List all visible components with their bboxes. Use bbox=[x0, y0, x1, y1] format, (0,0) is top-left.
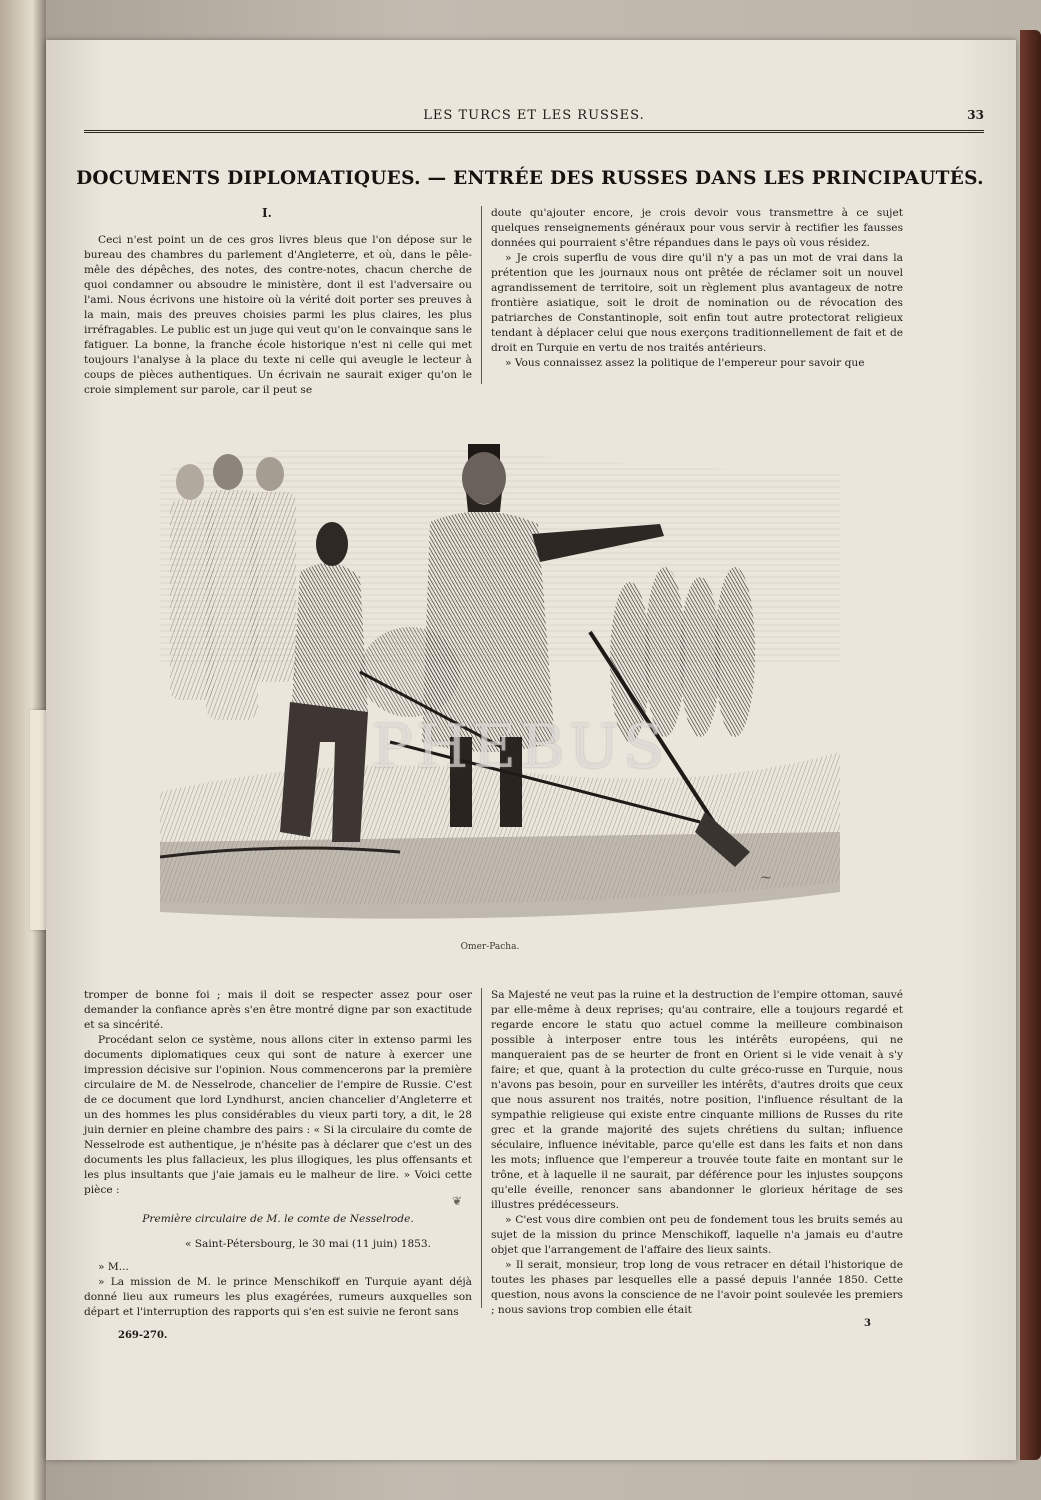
section-number: I. bbox=[262, 206, 272, 220]
paragraph: Procédant selon ce système, nous allons citer in extenso parmi les documents diplomatiques ceux qui sont de nature à exercer une impression décisive sur l'opinion. Nous commencerons par la première circulaire de M. de Nesselrode, chancelier de l'empire de Russie. C'est de ce document que lord Lyndhurst, ancien chancelier d'Angleterre et un des hommes les plus considérables du vieux parti tory, a dit, le 28 juin dernier en pleine chambre des pairs : « Si la circulaire du comte de Nesselrode est authentique, je n'hésite pas à déclarer que c'est un des documents les plus fallacieux, les plus illogiques, les plus offensants et les plus insultants que j'aie jamais eu le malheur de lire. » Voici cette pièce : bbox=[84, 1034, 472, 1196]
paragraph: Ceci n'est point un de ces gros livres bleus que l'on dépose sur le bureau des chambres du parlement d'Angleterre, et où, dans le pêle-mêle des dépêches, des notes, des contre-notes, chacun cherche de quoi condamner ou absoudre le ministère, dont il est l'adversaire ou l'ami. Nous écrivons une histoire où la vérité doit porter ses preuves à la main, mais des preuves choisies parmi les plus claires, les plus irréfragables. Le public est un juge qui veut qu'on le convainque sans le fatiguer. La bonne, la franche école historique n'est ni celle qui met toujours l'analyse à la place du texte ni celle qui aveugle le lecteur à coups de pièces authentiques. Un écrivain ne saurait exiger qu'on le croie simplement sur parole, car il peut se bbox=[84, 234, 472, 396]
paragraph: doute qu'ajouter encore, je crois devoir vous transmettre à ce sujet quelques renseignements généraux pour vous servir à rectifier les fausses données qui pourraient s'être répandues dans le pays où vous résidez. bbox=[491, 207, 903, 249]
column-divider bbox=[481, 206, 482, 384]
bottom-left-column bbox=[84, 988, 472, 1320]
document-heading: Première circulaire de M. le comte de Nesselrode. bbox=[142, 1213, 414, 1225]
svg-text:~: ~ bbox=[760, 870, 772, 886]
engraving-image bbox=[160, 412, 840, 922]
article-title: DOCUMENTS DIPLOMATIQUES. — ENTRÉE DES RUSSES DANS LES PRINCIPAUTÉS. bbox=[76, 168, 984, 189]
running-head bbox=[84, 104, 984, 133]
dateline: « Saint-Pétersbourg, le 30 mai (11 juin) 1853. bbox=[184, 1238, 432, 1250]
paragraph: » Il serait, monsieur, trop long de vous retracer en détail l'historique de toutes les phases par lesquelles elle a passé depuis l'année 1850. Cette question, nous avons la conscience de ne l'avoir point soulevée les premiers ; nous savions trop combien elle était bbox=[491, 1259, 903, 1316]
paragraph: » Vous connaissez assez la politique de l'empereur pour savoir que bbox=[505, 357, 865, 369]
page-number: 33 bbox=[967, 108, 984, 122]
engraving-omer-pacha bbox=[160, 412, 840, 922]
book-cover-edge bbox=[1020, 30, 1041, 1460]
salutation: » M... bbox=[98, 1261, 129, 1273]
signature-number: 3 bbox=[864, 1318, 871, 1329]
bottom-right-column bbox=[491, 988, 903, 1318]
folio: 269-270. bbox=[118, 1330, 168, 1341]
running-title: LES TURCS ET LES RUSSES. bbox=[423, 108, 645, 123]
paragraph: » Je crois superflu de vous dire qu'il n'y a pas un mot de vrai dans la prétention que les journaux nous ont prêtée de réclamer soit un nouvel agrandissement de territoire, soit un règlement plus avantageux de notre frontière asiatique, soit le droit de nomination ou de révocation des patriarches de Constantinople, soit enfin tout autre protectorat religieux tendant à déplacer celui que nous exerçons traditionnellement de fait et de droit en Turquie en vertu de nos traités antérieurs. bbox=[491, 252, 903, 354]
soldiers-group bbox=[170, 454, 296, 720]
paragraph: » C'est vous dire combien ont peu de fondement tous les bruits semés au sujet de la mission du prince Menschikoff, laquelle n'a jamais eu d'autre objet que l'arrangement de l'affaire des lieux saints. bbox=[491, 1214, 903, 1256]
column-divider bbox=[481, 988, 482, 1308]
paragraph: tromper de bonne foi ; mais il doit se respecter assez pour oser demander la confiance après s'en être montré digne par son exactitude et sa sincérité. bbox=[84, 989, 472, 1031]
paragraph: » La mission de M. le prince Menschikoff en Turquie ayant déjà donné lieu aux rumeurs les plus exagérées, rumeurs auxquelles son départ et l'interruption des rapports qui s'en est suivie ne feront sans bbox=[84, 1276, 472, 1318]
top-left-column bbox=[84, 206, 472, 398]
paragraph: Sa Majesté ne veut pas la ruine et la destruction de l'empire ottoman, sauvé par elle-même à deux reprises; qu'au contraire, elle a toujours regardé et regarde encore le statu quo actuel comme la meilleure combinaison possible à interposer entre tous les intérêts européens, qui ne manqueraient pas de se heurter de front en Orient si le vide venait à s'y faire; et que, quant à la protection du culte gréco-russe en Turquie, nous n'avons pas besoin, pour en surveiller les intérêts, d'autres droits que ceux que nous assurent nos traités, notre position, l'influence résultant de la sympathie religieuse qui existe entre cinquante millions de Russes du rite grec et la grande majorité des sujets chrétiens du sultan; influence séculaire, influence inévitable, parce qu'elle est dans les faits et non dans les mots; influence que l'empereur a trouvée toute faite en montant sur le trône, et à laquelle il ne saurait, par déférence pour les injustes soupçons qu'elle éveille, renoncer sans abandonner le glorieux héritage de ses illustres prédécesseurs. bbox=[491, 989, 903, 1211]
watermark: PHEBUS bbox=[371, 712, 669, 782]
top-right-column bbox=[491, 206, 903, 371]
illustration-caption: Omer-Pacha. bbox=[460, 942, 520, 952]
ornament-icon: ❦ bbox=[452, 1194, 463, 1208]
